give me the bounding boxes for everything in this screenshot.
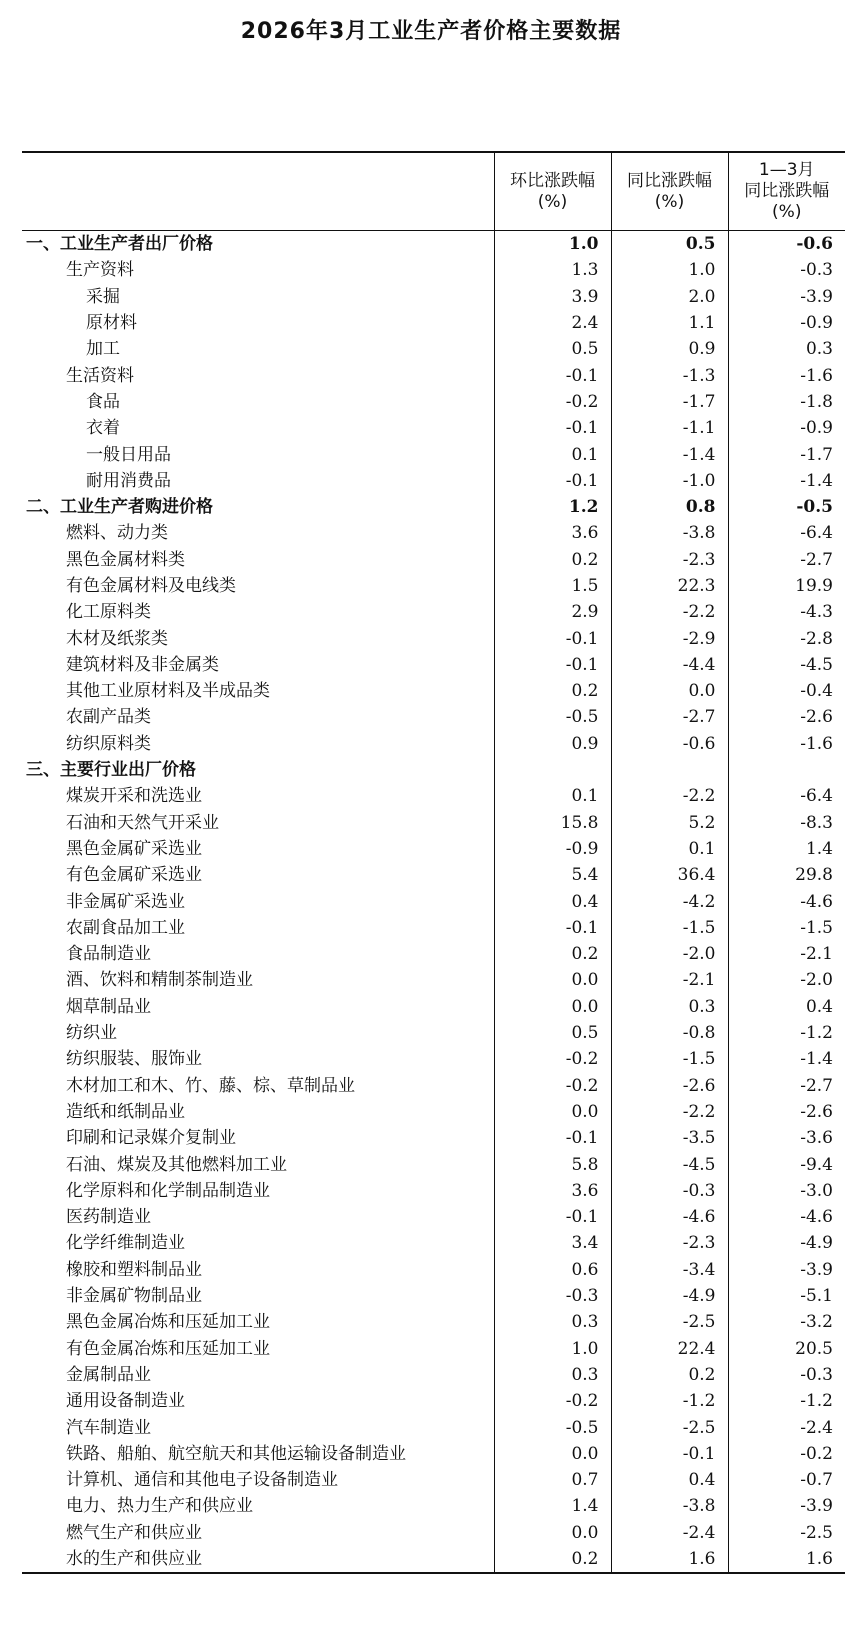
yoy-value: -2.2 [611,1099,728,1125]
row-label: 电力、热力生产和供应业 [22,1493,494,1519]
yoy-value: 1.1 [611,310,728,336]
mom-value: -0.5 [494,704,611,730]
table-row [22,888,845,914]
yoy-value: -0.8 [611,1020,728,1046]
mom-value: 3.6 [494,1178,611,1204]
ytd-value: -1.4 [800,470,833,491]
table-row [22,1362,845,1388]
yoy-value: -4.9 [611,1283,728,1309]
table-header-row [22,152,845,231]
mom-value: 0.0 [494,1520,611,1546]
row-label: 煤炭开采和洗选业 [22,783,494,809]
mom-value: 0.5 [494,1020,611,1046]
row-label: 医药制造业 [22,1204,494,1230]
ytd-value: -5.1 [800,1286,833,1307]
row-label: 生产资料 [22,257,494,283]
table-row [22,731,845,757]
row-label: 计算机、通信和其他电子设备制造业 [22,1467,494,1493]
row-label: 衣着 [22,415,494,441]
table-row [22,599,845,625]
ytd-value: -3.9 [800,1259,833,1280]
ytd-value: -2.0 [800,970,833,991]
row-label: 燃气生产和供应业 [22,1520,494,1546]
mom-value: 1.0 [494,231,611,258]
table-row [22,1099,845,1125]
document-title: 2026年3月工业生产者价格主要数据 [240,19,622,44]
yoy-value: -4.6 [611,1204,728,1230]
price-data-table [22,151,845,1574]
ytd-value: -1.6 [800,365,833,386]
mom-value [494,757,611,783]
yoy-value: -2.2 [611,783,728,809]
table-row [22,1335,845,1361]
row-label: 生活资料 [22,362,494,388]
row-label: 食品 [22,389,494,415]
row-label: 纺织原料类 [22,731,494,757]
table-row [22,1257,845,1283]
mom-value: -0.5 [494,1414,611,1440]
yoy-value: -1.3 [611,362,728,388]
ytd-value: -3.9 [800,1496,833,1517]
mom-value: 1.5 [494,573,611,599]
mom-value: 0.3 [494,1362,611,1388]
yoy-value: -4.4 [611,652,728,678]
table-row [22,1020,845,1046]
ytd-value: -0.4 [800,681,833,702]
yoy-value: -4.5 [611,1151,728,1177]
mom-value: -0.2 [494,1046,611,1072]
row-label: 黑色金属材料类 [22,547,494,573]
mom-value: 0.9 [494,731,611,757]
ytd-value: -4.3 [800,602,833,623]
yoy-value: -0.3 [611,1178,728,1204]
row-label: 非金属矿采选业 [22,888,494,914]
yoy-value: -3.5 [611,1125,728,1151]
yoy-value: -1.1 [611,415,728,441]
table-row [22,1388,845,1414]
mom-value: -0.1 [494,915,611,941]
row-label: 橡胶和塑料制品业 [22,1257,494,1283]
mom-value: 5.8 [494,1151,611,1177]
row-label: 有色金属冶炼和压延加工业 [22,1335,494,1361]
ytd-value: -2.7 [800,549,833,570]
ytd-value: -0.9 [800,313,833,334]
yoy-value: 5.2 [611,810,728,836]
ytd-value: -2.6 [800,707,833,728]
yoy-value: -1.2 [611,1388,728,1414]
mom-value: 2.4 [494,310,611,336]
yoy-value: -1.4 [611,441,728,467]
ytd-value [728,757,845,783]
mom-value: 0.2 [494,678,611,704]
mom-value: 15.8 [494,810,611,836]
row-label: 原材料 [22,310,494,336]
table-row [22,1520,845,1546]
table-row [22,810,845,836]
mom-value: 2.9 [494,599,611,625]
table-row [22,1546,845,1573]
header-ytd-label: 同比涨跌幅 [744,181,830,201]
yoy-value: -2.3 [611,547,728,573]
row-label: 化学纤维制造业 [22,1230,494,1256]
table-row [22,257,845,283]
row-label: 非金属矿物制品业 [22,1283,494,1309]
ytd-value: -3.6 [800,1128,833,1149]
yoy-value: -1.5 [611,1046,728,1072]
table-row [22,1073,845,1099]
table-row [22,336,845,362]
mom-value: 5.4 [494,862,611,888]
row-label: 有色金属材料及电线类 [22,573,494,599]
table-row [22,362,845,388]
yoy-value: -2.7 [611,704,728,730]
row-label: 一、工业生产者出厂价格 [22,231,494,258]
row-label: 采掘 [22,284,494,310]
ytd-value: -0.3 [800,260,833,281]
header-yoy-change [611,152,728,231]
row-label: 食品制造业 [22,941,494,967]
ytd-value: -3.9 [800,286,833,307]
mom-value: -0.9 [494,836,611,862]
row-label: 化学原料和化学制品制造业 [22,1178,494,1204]
section-row [22,494,845,520]
yoy-value: -2.3 [611,1230,728,1256]
yoy-value: -2.5 [611,1414,728,1440]
mom-value: 3.4 [494,1230,611,1256]
table-row [22,625,845,651]
ytd-value: -0.6 [796,234,833,255]
row-label: 石油和天然气开采业 [22,810,494,836]
table-row [22,1151,845,1177]
row-label: 耐用消费品 [22,468,494,494]
row-label: 有色金属矿采选业 [22,862,494,888]
yoy-value: 36.4 [611,862,728,888]
ytd-value: -0.2 [800,1443,833,1464]
ytd-value: -2.4 [800,1417,833,1438]
ytd-value: -3.0 [800,1180,833,1201]
ytd-value: 19.9 [795,576,833,596]
ytd-value: -0.9 [800,418,833,439]
ytd-value: -8.3 [800,812,833,833]
mom-value: 0.0 [494,1441,611,1467]
yoy-value: 1.0 [611,257,728,283]
yoy-value: 1.6 [611,1546,728,1573]
ytd-value: 29.8 [795,865,833,886]
ytd-value: -1.4 [800,1049,833,1070]
yoy-value: 22.3 [611,573,728,599]
ytd-value: -1.5 [800,917,833,938]
ytd-value: -2.5 [800,1522,833,1543]
yoy-value: 0.1 [611,836,728,862]
ytd-value: 1.4 [805,838,833,859]
mom-value: 0.3 [494,1309,611,1335]
row-label: 烟草制品业 [22,994,494,1020]
yoy-value: 0.2 [611,1362,728,1388]
mom-value: -0.1 [494,362,611,388]
ytd-value: -1.2 [800,1023,833,1044]
table-row [22,967,845,993]
table-row [22,1414,845,1440]
yoy-value: -0.1 [611,1441,728,1467]
yoy-value: 0.0 [611,678,728,704]
mom-value: -0.2 [494,389,611,415]
mom-value: 0.0 [494,994,611,1020]
yoy-value: -2.2 [611,599,728,625]
mom-value: 0.6 [494,1257,611,1283]
mom-value: -0.1 [494,625,611,651]
table-body [22,231,845,1574]
mom-value: 0.4 [494,888,611,914]
mom-value: 1.4 [494,1493,611,1519]
header-mom-change [494,152,611,231]
ytd-value: -0.7 [800,1470,833,1491]
table-row [22,678,845,704]
row-label: 一般日用品 [22,441,494,467]
yoy-value: -4.2 [611,888,728,914]
ytd-value: -6.4 [800,523,833,544]
mom-value: -0.1 [494,652,611,678]
ytd-value: 0.4 [805,996,833,1017]
mom-value: -0.1 [494,415,611,441]
mom-value: 0.5 [494,336,611,362]
ytd-value: -1.2 [800,1391,833,1412]
table-row [22,441,845,467]
row-label: 农副食品加工业 [22,915,494,941]
mom-value: 1.2 [494,494,611,520]
mom-value: -0.2 [494,1073,611,1099]
row-label: 印刷和记录媒介复制业 [22,1125,494,1151]
row-label: 二、工业生产者购进价格 [22,494,494,520]
section-row [22,757,845,783]
yoy-value: -3.8 [611,520,728,546]
row-label: 化工原料类 [22,599,494,625]
table-row [22,862,845,888]
header-ytd-unit: (%) [772,202,802,222]
mom-value: 0.0 [494,1099,611,1125]
ytd-value: -4.6 [800,891,833,912]
row-label: 金属制品业 [22,1362,494,1388]
row-label: 纺织业 [22,1020,494,1046]
row-label: 木材加工和木、竹、藤、棕、草制品业 [22,1073,494,1099]
table-row [22,836,845,862]
table-row [22,1178,845,1204]
ytd-value: -6.4 [800,786,833,807]
row-label: 汽车制造业 [22,1414,494,1440]
ytd-value: -2.1 [800,944,833,965]
row-label: 三、主要行业出厂价格 [22,757,494,783]
mom-value: 1.3 [494,257,611,283]
yoy-value: -2.6 [611,1073,728,1099]
table-row [22,704,845,730]
row-label: 造纸和纸制品业 [22,1099,494,1125]
table-row [22,547,845,573]
table-row [22,468,845,494]
yoy-value: -2.5 [611,1309,728,1335]
mom-value: 0.2 [494,547,611,573]
yoy-value: -0.6 [611,731,728,757]
row-label: 其他工业原材料及半成品类 [22,678,494,704]
header-mom-label: 环比涨跌幅 [510,170,595,191]
row-label: 铁路、船舶、航空航天和其他运输设备制造业 [22,1441,494,1467]
mom-value: 0.7 [494,1467,611,1493]
yoy-value: -3.8 [611,1493,728,1519]
yoy-value: -1.0 [611,468,728,494]
ytd-value: -0.3 [800,1364,833,1385]
yoy-value: -2.4 [611,1520,728,1546]
row-label: 加工 [22,336,494,362]
table-row [22,520,845,546]
ytd-value: -4.9 [800,1233,833,1254]
row-label: 建筑材料及非金属类 [22,652,494,678]
table-row [22,915,845,941]
yoy-value: -2.1 [611,967,728,993]
row-label: 石油、煤炭及其他燃料加工业 [22,1151,494,1177]
row-label: 燃料、动力类 [22,520,494,546]
table-row [22,389,845,415]
mom-value: -0.1 [494,1204,611,1230]
table-row [22,783,845,809]
mom-value: 3.6 [494,520,611,546]
header-item-column [22,152,494,231]
ytd-value: -3.2 [800,1312,833,1333]
header-yoy-unit: (%) [654,191,685,212]
mom-value: 0.2 [494,941,611,967]
yoy-value: 0.5 [611,231,728,258]
ytd-value: 0.3 [805,339,833,360]
yoy-value: -1.5 [611,915,728,941]
table-row [22,1493,845,1519]
ytd-value: -4.6 [800,1207,833,1228]
ytd-value: -4.5 [800,654,833,675]
ytd-value: -2.7 [800,1075,833,1096]
table-row [22,573,845,599]
yoy-value: 0.8 [611,494,728,520]
header-ytd-change [728,152,845,231]
row-label: 木材及纸浆类 [22,625,494,651]
mom-value: -0.1 [494,1125,611,1151]
ytd-value: -1.6 [800,733,833,754]
yoy-value: -2.0 [611,941,728,967]
table-row [22,941,845,967]
table-row [22,1125,845,1151]
ytd-value: 1.6 [805,1548,833,1569]
header-mom-unit: (%) [537,191,568,212]
table-row [22,310,845,336]
mom-value: 0.1 [494,783,611,809]
table-row [22,994,845,1020]
ytd-value: -9.4 [800,1154,833,1175]
row-label: 纺织服装、服饰业 [22,1046,494,1072]
row-label: 酒、饮料和精制茶制造业 [22,967,494,993]
row-label: 农副产品类 [22,704,494,730]
row-label: 通用设备制造业 [22,1388,494,1414]
table-row [22,1467,845,1493]
row-label: 黑色金属矿采选业 [22,836,494,862]
yoy-value: 0.9 [611,336,728,362]
table-row [22,415,845,441]
ytd-value: -0.5 [796,497,833,518]
ytd-value: 20.5 [795,1338,833,1359]
section-row [22,231,845,258]
table-row [22,1230,845,1256]
ytd-value: -1.7 [800,444,833,465]
table-row [22,284,845,310]
row-label: 黑色金属冶炼和压延加工业 [22,1309,494,1335]
header-yoy-label: 同比涨跌幅 [627,170,712,191]
yoy-value: 22.4 [611,1335,728,1361]
mom-value: 0.0 [494,967,611,993]
mom-value: -0.2 [494,1388,611,1414]
mom-value: 1.0 [494,1335,611,1361]
yoy-value: 2.0 [611,284,728,310]
table-row [22,652,845,678]
mom-value: 0.2 [494,1546,611,1573]
yoy-value [611,757,728,783]
mom-value: 3.9 [494,284,611,310]
yoy-value: -1.7 [611,389,728,415]
table-row [22,1046,845,1072]
ytd-value: -2.6 [800,1101,833,1122]
yoy-value: -2.9 [611,625,728,651]
table-row [22,1441,845,1467]
ytd-value: -2.8 [800,628,833,649]
mom-value: 0.1 [494,441,611,467]
yoy-value: 0.3 [611,994,728,1020]
mom-value: -0.1 [494,468,611,494]
table-row [22,1283,845,1309]
yoy-value: -3.4 [611,1257,728,1283]
table-row [22,1309,845,1335]
table-row [22,1204,845,1230]
header-ytd-period: 1—3月 [758,160,815,180]
ytd-value: -1.8 [800,391,833,412]
yoy-value: 0.4 [611,1467,728,1493]
row-label: 水的生产和供应业 [22,1546,494,1573]
mom-value: -0.3 [494,1283,611,1309]
